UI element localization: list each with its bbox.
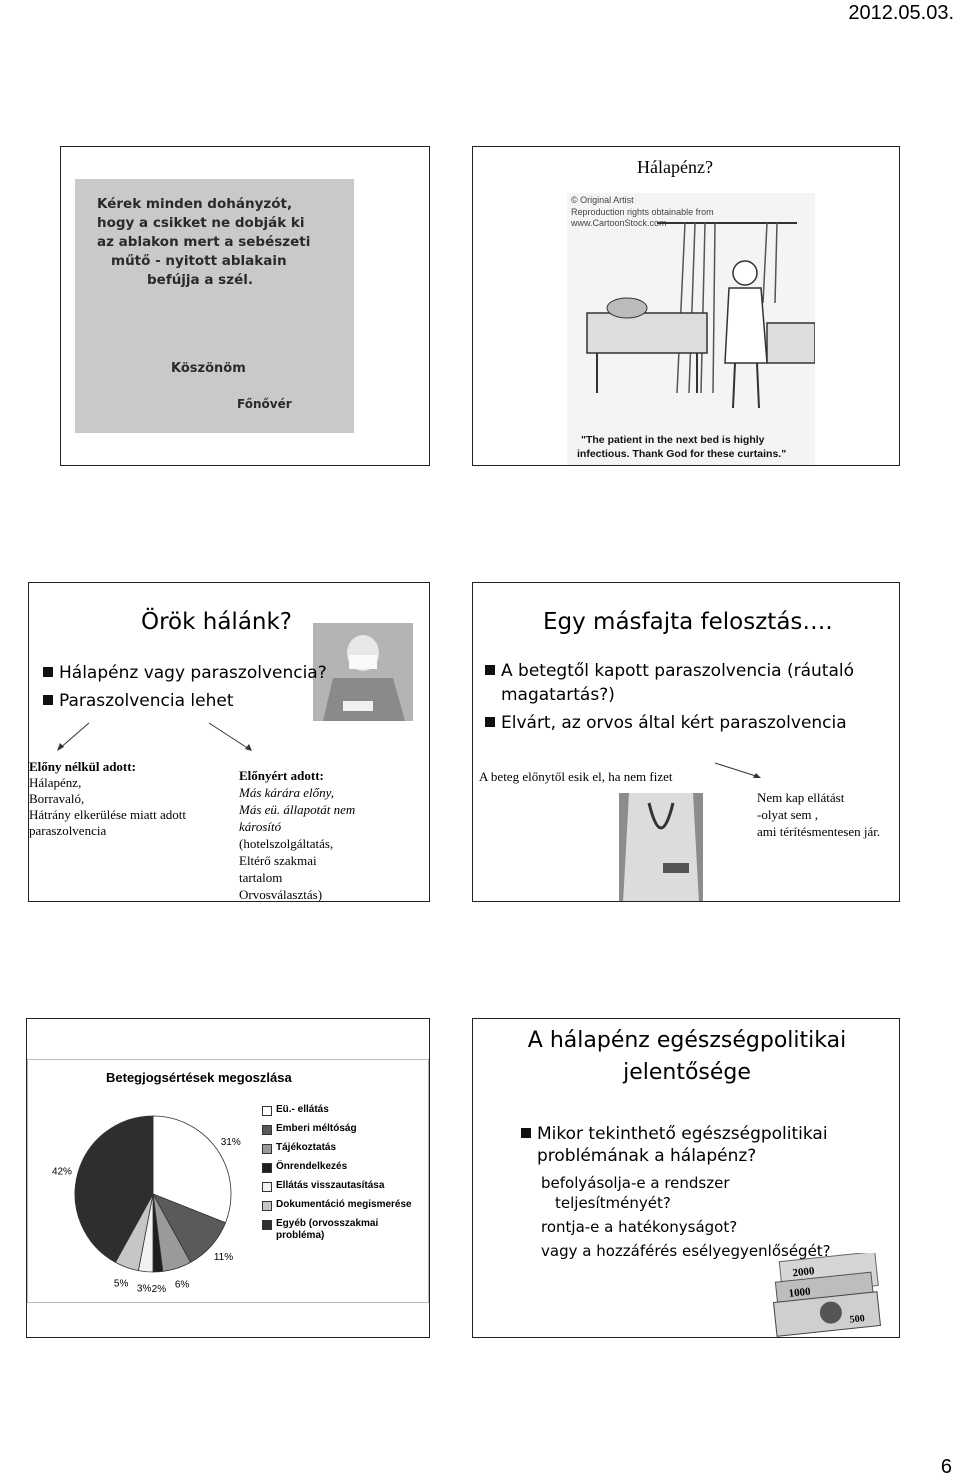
sign-line: hogy a csikket ne dobják ki <box>97 215 305 231</box>
bullet-item: A betegtől kapott paraszolvencia (ráutaló magatartás?) <box>485 659 885 707</box>
slide-title-line: A hálapénz egészségpolitikai <box>527 1028 847 1053</box>
banknote-value: 2000 <box>791 1265 816 1280</box>
legend-swatch <box>262 1106 272 1116</box>
bullet-item: Hálapénz vagy paraszolvencia? <box>43 659 327 687</box>
cartoon-credit: © Original Artist <box>571 195 634 205</box>
slide-title: Örök hálánk? <box>141 609 293 635</box>
pie-data-label: 31% <box>220 1137 241 1149</box>
branch-arrows <box>29 713 430 753</box>
pie-chart <box>28 1096 268 1296</box>
slide-3 <box>28 582 430 902</box>
left-block-line: Hálapénz, <box>29 775 82 790</box>
slide-6 <box>472 1018 900 1338</box>
right-block-line: Orvosválasztás) <box>239 887 323 902</box>
legend-swatch <box>262 1125 272 1135</box>
legend-entry <box>262 1161 422 1173</box>
bullet-item: Elvárt, az orvos által kért paraszolvencia <box>485 711 885 735</box>
legend-swatch <box>262 1182 272 1192</box>
left-block-heading: Előny nélkül adott: <box>29 759 136 774</box>
page-number: 6 <box>940 1456 952 1478</box>
sign-line: Kérek minden dohányzót, <box>97 196 293 212</box>
banknote-value: 1000 <box>788 1285 812 1300</box>
cartoon-illustration <box>567 193 815 465</box>
legend-entry <box>262 1123 422 1135</box>
legend-label: Emberi méltóság <box>276 1123 357 1134</box>
cartoon-credit: www.CartoonStock.com <box>571 218 667 228</box>
right-block-line: tartalom <box>239 870 283 885</box>
legend-entry <box>262 1142 422 1154</box>
pie-data-label: 11% <box>213 1252 234 1264</box>
sign-line: műtő - nyitott ablakain <box>111 253 287 269</box>
legend-label: Eü.- ellátás <box>276 1104 329 1115</box>
legend-label: Önrendelkezés <box>276 1161 348 1172</box>
left-block-line: Borravaló, <box>29 791 85 806</box>
handwritten-sign-photo <box>75 179 354 433</box>
header-date: 2012.05.03. <box>848 2 954 24</box>
bullet-item: Mikor tekinthető egészségpolitikai <box>521 1123 828 1145</box>
left-note: A beteg előnytől esik el, ha nem fizet <box>479 769 673 784</box>
right-note-line: -olyat sem , <box>757 807 819 822</box>
legend-swatch <box>262 1163 272 1173</box>
legend-entry <box>262 1180 422 1192</box>
legend-label: Dokumentáció megismerése <box>276 1199 412 1210</box>
surgeon-photo <box>313 623 413 721</box>
cartoon-caption: "The patient in the next bed is highly <box>581 434 765 446</box>
legend-label: Ellátás visszautasítása <box>276 1180 385 1191</box>
chart-title: Betegjogsértések megoszlása <box>106 1070 292 1085</box>
pie-data-label: 6% <box>174 1279 190 1291</box>
right-block-italic: Más kárára előny, <box>239 785 334 800</box>
right-block-italic: Más eü. állapotát nem <box>239 802 356 817</box>
slide-title: Egy másfajta felosztás…. <box>543 609 833 635</box>
legend-entry <box>262 1199 422 1211</box>
cartoon-credit: Reproduction rights obtainable from <box>571 207 714 217</box>
left-block-line: paraszolvencia <box>29 823 107 838</box>
pie-data-label: 3% <box>136 1283 152 1295</box>
cartoon-caption: infectious. Thank God for these curtains." <box>577 448 787 460</box>
sign-line: befújja a szél. <box>147 272 253 288</box>
legend-label: Egyéb (orvosszakmai probléma) <box>276 1218 379 1241</box>
arrow <box>713 761 773 781</box>
sign-thanks: Köszönöm <box>171 361 246 376</box>
right-block-heading: Előnyért adott: <box>239 768 324 783</box>
slide-1 <box>60 146 430 466</box>
bullet-item: Paraszolvencia lehet <box>43 687 327 715</box>
slide-title-line: jelentősége <box>623 1060 751 1085</box>
bullet-item-cont: problémának a hálapénz? <box>537 1146 757 1166</box>
legend-entry <box>262 1104 422 1116</box>
sub-item: vagy a hozzáférés esélyegyenlőségét? <box>541 1242 831 1260</box>
banknotes-image <box>769 1253 883 1337</box>
slide-4 <box>472 582 900 902</box>
legend-label: Tájékoztatás <box>276 1142 337 1153</box>
sign-line: az ablakon mert a sebészeti <box>97 234 311 250</box>
sub-item: befolyásolja-e a rendszer teljesítményét? <box>541 1174 730 1212</box>
right-note-line: Nem kap ellátást <box>757 790 845 805</box>
legend-swatch <box>262 1220 272 1230</box>
legend-entry <box>262 1218 422 1242</box>
chart-panel <box>27 1059 429 1303</box>
doctor-with-money-photo <box>619 793 703 902</box>
slide-5-chart <box>26 1018 430 1338</box>
pie-data-label: 42% <box>51 1166 72 1178</box>
legend-swatch <box>262 1201 272 1211</box>
right-note-line: ami térítésmentesen jár. <box>757 824 881 839</box>
pie-data-label: 5% <box>113 1278 129 1290</box>
legend-swatch <box>262 1144 272 1154</box>
pie-data-label: 2% <box>151 1283 167 1295</box>
right-block-line: (hotelszolgáltatás, <box>239 836 334 851</box>
sign-signature: Főnővér <box>237 397 292 411</box>
slide-title: Hálapénz? <box>637 157 713 177</box>
right-block-line: Eltérő szakmai <box>239 853 317 868</box>
left-block-line: Hátrány elkerülése miatt adott <box>29 807 187 822</box>
chart-legend <box>262 1104 422 1249</box>
sub-item: rontja-e a hatékonyságot? <box>541 1218 738 1236</box>
right-block-italic: károsító <box>239 819 282 834</box>
banknote-value: 500 <box>849 1313 866 1326</box>
slide-2-cartoon <box>472 146 900 466</box>
